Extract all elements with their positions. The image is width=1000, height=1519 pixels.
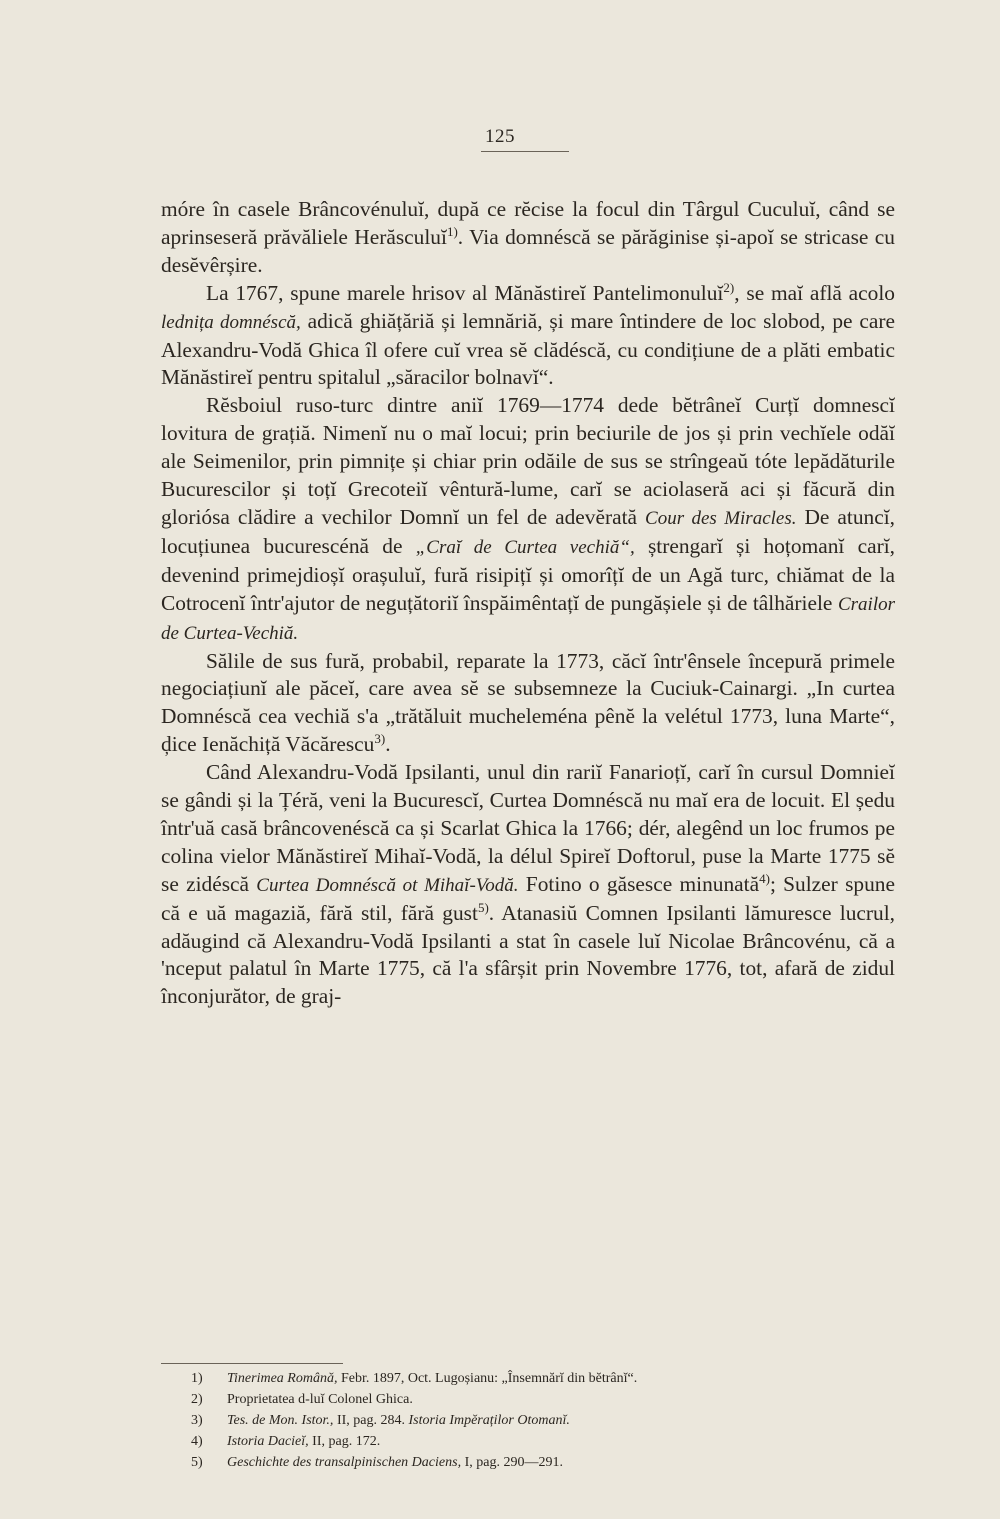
footnote-reference: 5) xyxy=(477,899,489,915)
text-run: Proprietatea d-luĭ Colonel Ghica. xyxy=(227,1392,413,1407)
footnote-number: 2) xyxy=(191,1392,203,1407)
italic-text: Tinerimea Română, xyxy=(227,1371,338,1386)
footnote-separator xyxy=(161,1363,343,1364)
text-run: . Via domnéscă se părăginise și-apoĭ se stricase cu desĕvêrșire. xyxy=(161,224,895,277)
text-run: II, pag. 284. xyxy=(333,1413,409,1428)
italic-text: lednița domnéscă, xyxy=(161,311,301,333)
footnote-reference: 4) xyxy=(759,870,770,886)
paragraph-1 xyxy=(161,196,895,280)
text-run: II, pag. 172. xyxy=(308,1434,381,1449)
footnote-4 xyxy=(191,1431,891,1452)
text-run: ștrengarĭ și hoțomanĭ carĭ, devenind primejdioșĭ orașuluĭ, fură risipițĭ și omorîțĭ de un Agă turc, chiămat de la Cotrocenĭ într'ajutor de neguțătoriĭ înspăimêntațĭ de pungășiele și de tâlhăriele xyxy=(161,533,895,615)
italic-text: Tes. de Mon. Istor., xyxy=(227,1413,334,1428)
text-run: I, pag. 290—291. xyxy=(461,1455,563,1470)
text-run: adică ghiățăriă și lemnăriă, și mare întindere de loc slobod, pe care Alexandru-Vodă Ghica îl ofere cuĭ vrea sĕ clădéscă, cu condițiune de a plăti embatic Mănăstireĭ pentru spitalul „săracilor bolnavĭ“. xyxy=(161,308,895,390)
text-run: . xyxy=(385,732,391,757)
footnote-2 xyxy=(191,1389,891,1410)
italic-text: „Craĭ de Curtea vechiă“, xyxy=(415,536,635,558)
footnote-number: 5) xyxy=(191,1455,203,1470)
italic-text: Crailor de Curtea-Vechiă. xyxy=(161,593,895,644)
text-run: De atuncĭ, locuțiunea bucurescénă de xyxy=(161,504,896,558)
page-number: 125 xyxy=(485,126,515,147)
footnotes xyxy=(191,1368,891,1473)
paragraph-4 xyxy=(161,648,895,760)
footnote-reference: 3) xyxy=(374,731,386,747)
footnote-number: 1) xyxy=(191,1371,203,1386)
footnote-number: 3) xyxy=(191,1413,203,1428)
italic-text: Geschichte des transalpinischen Daciens, xyxy=(227,1455,462,1470)
footnote-3 xyxy=(191,1410,891,1431)
footnote-number: 4) xyxy=(191,1434,203,1449)
page-number-rule xyxy=(481,151,569,152)
text-run: ; Sulzer spune că e uă magaziă, fără stil, fără gust xyxy=(161,871,895,925)
footnote-reference: 2) xyxy=(723,279,735,295)
text-run: La 1767, spune marele hrisov al Mănăstireĭ Pantelimonuluĭ xyxy=(206,280,724,305)
text-run: . Atanasiŭ Comnen Ipsilanti lămuresce lucrul, adăugind că Alexandru-Vodă Ipsilanti a stat în casele luĭ Nicolae Brâncovénu, că a 'nceput palatul în Marte 1775, că l'a sfârșit prin Novembre 1776, tot, afară de zidul înconjurător, de graj- xyxy=(161,900,895,1009)
footnote-1 xyxy=(191,1368,891,1389)
text-run: Fotino o găsesce minunată xyxy=(518,871,760,896)
paragraph-3 xyxy=(161,392,895,647)
text-run: , se maĭ află acolo xyxy=(734,280,895,305)
italic-text: Cour des Miracles. xyxy=(645,507,797,529)
italic-text: Curtea Domnéscă ot Mihaĭ-Vodă. xyxy=(256,874,519,896)
paragraph-2 xyxy=(161,280,895,393)
paragraph-5 xyxy=(161,759,895,1011)
footnote-reference: 1) xyxy=(446,223,458,239)
text-run: Când Alexandru-Vodă Ipsilanti, unul din rariĭ Fanarioțĭ, carĭ în cursul Domnieĭ se gândi și la Țéră, veni la Bucurescĭ, Curtea Domnéscă nu maĭ era de locuit. El ședu într'uă casă brâncovenéscă ca și Scarlat Ghica la 1766; dér, alegênd un loc frumos pe colina vielor Mănăstireĭ Mihaĭ-Vodă, la délul Spireĭ Doftorul, puse la Marte 1775 sĕ se zidéscă xyxy=(161,760,895,896)
text-run: móre în casele Brâncovénuluĭ, după ce rĕcise la focul din Târgul Cuculuĭ, când se aprinseseră prăvăliele Herăsculuĭ xyxy=(161,197,895,249)
text-run: Rĕsboiul ruso-turc dintre aniĭ 1769—1774 dede bĕtrâneĭ Curțĭ domnescĭ lovitura de grațiă. Nimenĭ nu o maĭ locui; prin beciurile de jos și prin vechĭele odăĭ ale Seimenilor, prin pimnițe și chiar prin odăile de sus se strîngeaŭ tóte lepădăturile Bucurescilor și toțĭ Grecoteiĭ vêntură-lume, carĭ se aciolaseră aci și făcură din glorіósa clădire a vechilor Domnĭ un fel de adevĕrată xyxy=(161,393,895,529)
italic-text: Istoria Dacieĭ, xyxy=(227,1434,309,1449)
body-text xyxy=(161,196,895,1011)
italic-text: Istoria Impĕraților Otomanĭ. xyxy=(408,1413,570,1428)
text-run: Sălile de sus fură, probabil, reparate la 1773, căcĭ într'ênsele începură primele negociațiunĭ ale păceĭ, care avea sĕ se subsemneze la Cuciuk-Cainargi. „In curtea Domnéscă cea vechiă s'a „trătăluit mucheleména pênĕ la velétul 1773, luna Marte“, ḑice Ienăchiță Văcărescu xyxy=(161,648,895,757)
text-run: Febr. 1897, Oct. Lugoșianu: „Însemnărĭ din bĕtrânĭ“. xyxy=(337,1371,638,1386)
footnote-5 xyxy=(191,1452,891,1473)
